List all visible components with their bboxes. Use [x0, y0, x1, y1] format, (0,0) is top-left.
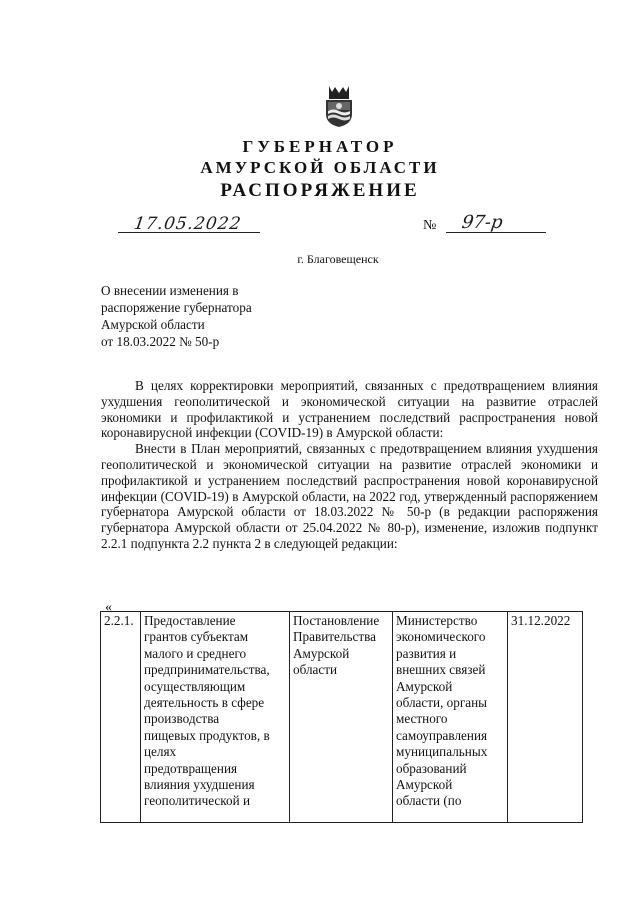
document-line: области [293, 662, 338, 678]
executor-line: Амурской [396, 678, 453, 694]
measure-line: малого и среднего [144, 645, 247, 661]
region-title: АМУРСКОЙ ОБЛАСТИ [200, 158, 440, 177]
subject-line: Амурской области [101, 317, 205, 332]
deadline-cell: 31.12.2022 [508, 612, 583, 823]
subject-line: от 18.03.2022 № 50-р [101, 334, 220, 349]
executor-line: муниципальных [396, 744, 488, 760]
document-line: Правительства [293, 629, 376, 645]
measure-cell [141, 612, 290, 823]
executor-line: Министерство [396, 613, 478, 628]
amur-coat-of-arms-icon [323, 84, 355, 128]
document-line: Амурской [293, 645, 350, 661]
measure-line: целях [144, 744, 177, 760]
measure-line: геополитической и [144, 793, 251, 809]
executor-line: внешних связей [396, 662, 486, 678]
document-line: Постановление [293, 613, 380, 628]
legal-document-cell [290, 612, 393, 823]
number-sign: № [423, 218, 437, 233]
measure-line: предпринимательства, [144, 662, 270, 678]
document-body [101, 378, 598, 552]
subject-line: распоряжение губернатора [101, 300, 252, 315]
measure-line: пищевых продуктов, в [144, 727, 270, 743]
executor-line: Амурской [396, 777, 453, 793]
measure-line: Предоставление [144, 613, 236, 628]
executor-line: области, органы [396, 695, 488, 711]
measure-line: предотвращения [144, 760, 238, 776]
executor-line: экономического [396, 629, 486, 645]
subject-line: О внесении изменения в [101, 283, 239, 298]
opening-quote-mark: « [105, 600, 112, 615]
measure-line: грантов субъектам [144, 629, 249, 645]
document-type-title: РАСПОРЯЖЕНИЕ [220, 180, 420, 201]
executor-line: местного [396, 711, 448, 727]
executor-cell [393, 612, 508, 823]
body-paragraph: В целях корректировки мероприятий, связанных с предотвращением влияния ухудшения геополитической и экономической ситуации на развитие отраслей экономики и профилактикой и устранением последствий распространения новой коронавирусной инфекции (COVID-19) в Амурской области: [101, 378, 598, 441]
document-subject [101, 282, 252, 350]
item-number-cell: 2.2.1. [101, 612, 141, 823]
table-row [101, 612, 583, 823]
city-line: г. Благовещенск [297, 252, 379, 266]
measure-line: осуществляющим [144, 678, 246, 694]
executor-line: самоуправления [396, 727, 488, 743]
measure-line: влияния ухудшения [144, 777, 255, 793]
body-paragraph: Внести в План мероприятий, связанных с предотвращением влияния ухудшения геополитической и экономической ситуации на развитие отраслей экономики и профилактикой и устранением последствий распространения новой коронавирусной инфекции (COVID-19) в Амурской области, на 2022 год, утвержденный распоряжением губернатора Амурской области от 18.03.2022 № 50-р (в редакции распоряжения губернатора Амурской области от 25.04.2022 № 80-р), изменение, изложив подпункт 2.2.1 подпункта 2.2 пункта 2 в следующей редакции: [101, 441, 598, 551]
measure-line: производства [144, 711, 220, 727]
plan-table [100, 611, 583, 823]
executor-line: развития и [396, 645, 457, 661]
executor-line: области (по [396, 793, 462, 809]
measure-line: деятельность в сфере [144, 695, 265, 711]
document-date: 17.05.2022 [132, 214, 243, 234]
governor-title: ГУБЕРНАТОР [242, 137, 398, 156]
document-number: 97-р [460, 212, 504, 233]
executor-line: образований [396, 760, 467, 776]
